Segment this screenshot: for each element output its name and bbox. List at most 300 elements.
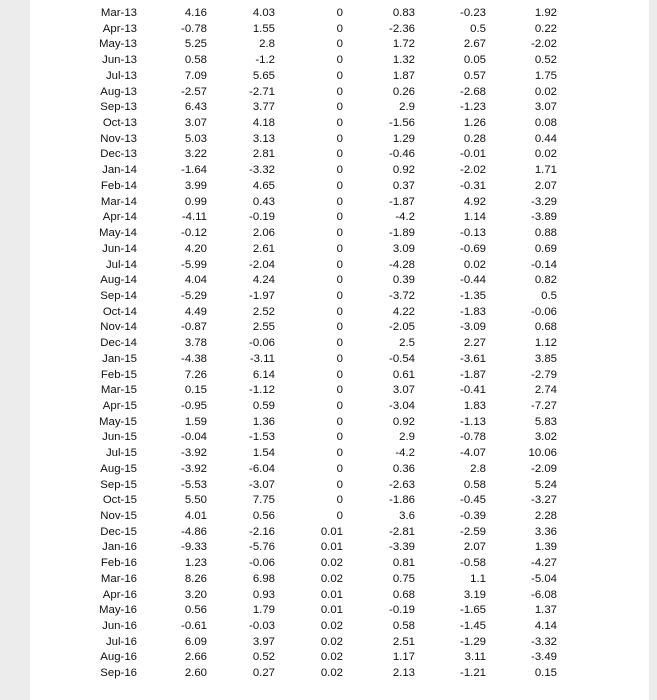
table-row <box>30 462 630 478</box>
table-row <box>30 116 630 132</box>
col-1-cell: -0.78 <box>181 22 207 35</box>
trailing-spacer <box>557 6 630 22</box>
trailing-spacer <box>557 493 630 509</box>
col-4-cell: -2.81 <box>389 525 415 538</box>
col-1-cell: 4.20 <box>184 242 207 255</box>
col-4-cell: 0.61 <box>392 368 415 381</box>
col-3-cell: 0 <box>336 164 343 177</box>
col-5-cell: 0.28 <box>463 132 486 145</box>
col-6-cell: -4.27 <box>531 557 557 570</box>
table-row <box>30 619 630 635</box>
col-4-cell: 2.9 <box>399 431 415 444</box>
col-2-cell: 2.55 <box>252 321 275 334</box>
month-cell: Mar-14 <box>100 195 137 208</box>
col-3-cell: 0.02 <box>320 667 343 680</box>
trailing-spacer <box>557 147 630 163</box>
col-6-cell: 2.74 <box>534 384 557 397</box>
col-3-cell: 0.01 <box>320 525 343 538</box>
col-4-cell: 0.26 <box>392 85 415 98</box>
table-row <box>30 273 630 289</box>
col-1-cell: -5.29 <box>181 289 207 302</box>
col-5-cell: -0.31 <box>460 179 486 192</box>
col-6-cell: -0.06 <box>531 305 557 318</box>
trailing-spacer <box>557 383 630 399</box>
month-cell: Dec-15 <box>100 525 137 538</box>
col-2-cell: 4.65 <box>252 179 275 192</box>
col-3-cell: 0 <box>336 494 343 507</box>
month-cell: Jul-16 <box>105 635 137 648</box>
left-frame-border <box>0 0 30 700</box>
col-5-cell: -0.44 <box>460 274 486 287</box>
month-cell: May-15 <box>99 415 137 428</box>
table-row <box>30 399 630 415</box>
col-1-cell: 5.50 <box>184 494 207 507</box>
col-1-cell: 0.99 <box>184 195 207 208</box>
table-row <box>30 556 630 572</box>
col-5-cell: -1.29 <box>460 635 486 648</box>
col-3-cell: 0 <box>336 399 343 412</box>
month-cell: May-16 <box>99 604 137 617</box>
col-4-cell: 0.39 <box>392 274 415 287</box>
month-cell: Sep-14 <box>100 289 137 302</box>
col-1-cell: 4.16 <box>184 7 207 19</box>
trailing-spacer <box>557 242 630 258</box>
right-frame-border <box>649 0 657 700</box>
col-4-cell: 2.5 <box>399 337 415 350</box>
col-4-cell: -0.46 <box>389 148 415 161</box>
table-row <box>30 258 630 274</box>
month-cell: Mar-15 <box>100 384 137 397</box>
col-4-cell: 0.81 <box>392 557 415 570</box>
table-row <box>30 368 630 384</box>
col-4-cell: 1.29 <box>392 132 415 145</box>
col-1-cell: 3.99 <box>184 179 207 192</box>
col-6-cell: 2.28 <box>534 510 557 522</box>
trailing-spacer <box>557 210 630 226</box>
table-row <box>30 37 630 53</box>
col-5-cell: -0.23 <box>460 7 486 19</box>
col-4-cell: 1.72 <box>392 38 415 51</box>
month-cell: Aug-16 <box>100 651 137 664</box>
table-row <box>30 6 630 22</box>
col-1-cell: 7.09 <box>184 69 207 82</box>
col-6-cell: 1.92 <box>534 7 557 19</box>
trailing-spacer <box>557 650 630 666</box>
col-2-cell: -2.71 <box>249 85 275 98</box>
trailing-spacer <box>557 226 630 242</box>
col-5-cell: -1.45 <box>460 620 486 633</box>
col-1-cell: 8.26 <box>184 572 207 585</box>
col-5-cell: -2.68 <box>460 85 486 98</box>
table-row <box>30 572 630 588</box>
col-1-cell: 4.49 <box>184 305 207 318</box>
col-5-cell: -1.21 <box>460 667 486 680</box>
col-5-cell: -1.23 <box>460 101 486 114</box>
col-3-cell: 0 <box>336 289 343 302</box>
col-4-cell: 3.6 <box>399 510 415 522</box>
col-4-cell: -2.05 <box>389 321 415 334</box>
col-4-cell: -0.19 <box>389 604 415 617</box>
trailing-spacer <box>557 132 630 148</box>
col-3-cell: 0.02 <box>320 557 343 570</box>
trailing-spacer <box>557 53 630 69</box>
col-2-cell: 3.97 <box>252 635 275 648</box>
monthly-returns-table <box>30 6 630 682</box>
col-5-cell: 3.11 <box>464 651 486 664</box>
month-cell: Sep-13 <box>100 101 137 114</box>
col-2-cell: 2.52 <box>252 305 275 318</box>
col-4-cell: 3.07 <box>392 384 415 397</box>
col-3-cell: 0.01 <box>320 588 343 601</box>
table-row <box>30 289 630 305</box>
col-6-cell: -7.27 <box>531 399 557 412</box>
col-6-cell: 2.07 <box>534 179 557 192</box>
table-row <box>30 415 630 431</box>
col-2-cell: -2.04 <box>249 258 275 271</box>
trailing-spacer <box>557 69 630 85</box>
col-3-cell: 0 <box>336 258 343 271</box>
trailing-spacer <box>557 100 630 116</box>
col-2-cell: 4.24 <box>252 274 275 287</box>
col-5-cell: -1.87 <box>460 368 486 381</box>
col-5-cell: -0.58 <box>460 557 486 570</box>
trailing-spacer <box>557 588 630 604</box>
col-3-cell: 0 <box>336 22 343 35</box>
col-2-cell: 3.13 <box>252 132 275 145</box>
col-1-cell: 3.07 <box>184 117 207 130</box>
month-cell: Oct-13 <box>102 117 137 130</box>
col-5-cell: -2.02 <box>460 164 486 177</box>
col-3-cell: 0 <box>336 478 343 491</box>
col-6-cell: 3.36 <box>534 525 557 538</box>
col-4-cell: 0.58 <box>392 620 415 633</box>
table-row <box>30 210 630 226</box>
col-3-cell: 0.02 <box>320 635 343 648</box>
col-3-cell: 0 <box>336 69 343 82</box>
col-5-cell: -3.61 <box>460 352 486 365</box>
col-5-cell: -1.83 <box>460 305 486 318</box>
col-4-cell: 2.51 <box>392 635 415 648</box>
trailing-spacer <box>557 540 630 556</box>
col-6-cell: 5.83 <box>534 415 557 428</box>
month-cell: Feb-15 <box>100 368 137 381</box>
col-2-cell: 2.61 <box>252 242 275 255</box>
col-1-cell: 0.56 <box>184 604 207 617</box>
month-cell: Jan-14 <box>102 164 137 177</box>
col-1-cell: 2.60 <box>184 667 207 680</box>
col-5-cell: -1.13 <box>460 415 486 428</box>
col-1-cell: 7.26 <box>184 368 207 381</box>
col-2-cell: -1.2 <box>255 54 275 67</box>
col-6-cell: 3.07 <box>534 101 557 114</box>
trailing-spacer <box>557 666 630 682</box>
col-2-cell: 6.98 <box>252 572 275 585</box>
month-cell: May-13 <box>99 38 137 51</box>
col-3-cell: 0.02 <box>320 572 343 585</box>
col-4-cell: -3.04 <box>389 399 415 412</box>
month-cell: Jan-16 <box>102 541 137 554</box>
trailing-spacer <box>557 603 630 619</box>
col-4-cell: 2.13 <box>392 667 415 680</box>
col-4-cell: 1.32 <box>392 54 415 67</box>
month-cell: Dec-13 <box>100 148 137 161</box>
month-cell: Apr-15 <box>102 399 137 412</box>
table-row <box>30 132 630 148</box>
col-1-cell: 3.78 <box>184 337 207 350</box>
table-row <box>30 446 630 462</box>
col-1-cell: -2.57 <box>181 85 207 98</box>
col-2-cell: 3.77 <box>252 101 275 114</box>
col-6-cell: -3.32 <box>531 635 557 648</box>
col-5-cell: -0.13 <box>460 227 486 240</box>
trailing-spacer <box>557 525 630 541</box>
trailing-spacer <box>557 195 630 211</box>
col-3-cell: 0 <box>336 274 343 287</box>
col-6-cell: 0.22 <box>534 22 557 35</box>
col-2-cell: 2.81 <box>252 148 275 161</box>
trailing-spacer <box>557 258 630 274</box>
col-3-cell: 0 <box>336 431 343 444</box>
col-3-cell: 0 <box>336 242 343 255</box>
col-1-cell: 2.66 <box>184 651 207 664</box>
col-3-cell: 0 <box>336 132 343 145</box>
col-1-cell: 3.20 <box>184 588 207 601</box>
table-row <box>30 147 630 163</box>
month-cell: Oct-14 <box>102 305 137 318</box>
col-5-cell: 3.19 <box>463 588 486 601</box>
col-5-cell: -1.35 <box>460 289 486 302</box>
trailing-spacer <box>557 273 630 289</box>
col-4-cell: 0.68 <box>392 588 415 601</box>
table-row <box>30 650 630 666</box>
col-4-cell: -1.86 <box>389 494 415 507</box>
col-3-cell: 0 <box>336 384 343 397</box>
col-2-cell: -3.07 <box>249 478 275 491</box>
col-2-cell: -2.16 <box>249 525 275 538</box>
month-cell: Nov-15 <box>100 510 137 522</box>
col-2-cell: 4.03 <box>252 7 275 19</box>
trailing-spacer <box>557 462 630 478</box>
col-6-cell: 0.68 <box>534 321 557 334</box>
col-4-cell: 4.22 <box>392 305 415 318</box>
table-row <box>30 430 630 446</box>
col-4-cell: -0.54 <box>389 352 415 365</box>
col-5-cell: -0.69 <box>460 242 486 255</box>
col-3-cell: 0 <box>336 195 343 208</box>
month-cell: Jan-15 <box>102 352 137 365</box>
col-6-cell: -3.89 <box>531 211 557 224</box>
col-4-cell: 0.83 <box>392 7 415 19</box>
table-row <box>30 509 630 525</box>
col-3-cell: 0 <box>336 447 343 460</box>
col-4-cell: 3.09 <box>392 242 415 255</box>
trailing-spacer <box>557 556 630 572</box>
col-5-cell: -0.45 <box>460 494 486 507</box>
col-4-cell: 0.75 <box>392 572 415 585</box>
col-6-cell: 5.24 <box>534 478 557 491</box>
col-1-cell: -0.95 <box>181 399 207 412</box>
trailing-spacer <box>557 37 630 53</box>
data-sheet <box>30 0 649 700</box>
col-5-cell: 2.67 <box>463 38 486 51</box>
month-cell: Mar-13 <box>100 7 137 19</box>
col-1-cell: 6.09 <box>184 635 207 648</box>
col-4-cell: 1.87 <box>392 69 415 82</box>
col-5-cell: -0.78 <box>460 431 486 444</box>
col-5-cell: -1.65 <box>460 604 486 617</box>
col-3-cell: 0 <box>336 54 343 67</box>
col-3-cell: 0 <box>336 38 343 51</box>
col-1-cell: 3.22 <box>184 148 207 161</box>
month-cell: Dec-14 <box>100 337 137 350</box>
table-row <box>30 53 630 69</box>
col-2-cell: -6.04 <box>249 462 275 475</box>
col-6-cell: 1.39 <box>534 541 557 554</box>
col-3-cell: 0 <box>336 305 343 318</box>
table-row <box>30 352 630 368</box>
col-3-cell: 0 <box>336 415 343 428</box>
col-4-cell: 2.9 <box>399 101 415 114</box>
month-cell: Sep-15 <box>100 478 137 491</box>
col-2-cell: 5.65 <box>252 69 275 82</box>
col-3-cell: 0 <box>336 352 343 365</box>
col-6-cell: 0.08 <box>534 117 557 130</box>
col-1-cell: -0.87 <box>181 321 207 334</box>
trailing-spacer <box>557 163 630 179</box>
col-2-cell: 0.56 <box>252 510 275 522</box>
col-3-cell: 0.02 <box>320 620 343 633</box>
month-cell: May-14 <box>99 227 137 240</box>
col-3-cell: 0 <box>336 462 343 475</box>
col-3-cell: 0 <box>336 117 343 130</box>
month-cell: Oct-15 <box>102 494 137 507</box>
col-5-cell: 0.05 <box>463 54 486 67</box>
col-3-cell: 0 <box>336 211 343 224</box>
col-6-cell: 0.44 <box>534 132 557 145</box>
col-2-cell: -0.06 <box>249 557 275 570</box>
col-4-cell: -4.28 <box>389 258 415 271</box>
col-2-cell: 0.43 <box>252 195 275 208</box>
col-6-cell: 0.69 <box>534 242 557 255</box>
col-6-cell: -2.79 <box>531 368 557 381</box>
trailing-spacer <box>557 305 630 321</box>
col-5-cell: 1.1 <box>470 572 486 585</box>
trailing-spacer <box>557 572 630 588</box>
trailing-spacer <box>557 336 630 352</box>
col-6-cell: 0.88 <box>534 227 557 240</box>
col-4-cell: -1.89 <box>389 227 415 240</box>
col-1-cell: -0.04 <box>181 431 207 444</box>
col-2-cell: -0.03 <box>249 620 275 633</box>
table-body <box>30 6 630 682</box>
col-6-cell: 3.85 <box>534 352 557 365</box>
col-2-cell: 0.93 <box>252 588 275 601</box>
col-6-cell: 3.02 <box>534 431 557 444</box>
col-2-cell: 1.54 <box>252 447 275 460</box>
col-6-cell: 0.02 <box>534 148 557 161</box>
month-cell: Mar-16 <box>100 572 137 585</box>
col-2-cell: -1.53 <box>249 431 275 444</box>
col-3-cell: 0 <box>336 227 343 240</box>
trailing-spacer <box>557 352 630 368</box>
col-5-cell: -3.09 <box>460 321 486 334</box>
trailing-spacer <box>557 116 630 132</box>
col-6-cell: -2.02 <box>531 38 557 51</box>
col-3-cell: 0 <box>336 337 343 350</box>
col-3-cell: 0 <box>336 148 343 161</box>
table-row <box>30 478 630 494</box>
col-1-cell: -5.53 <box>181 478 207 491</box>
col-5-cell: 0.57 <box>463 69 486 82</box>
table-row <box>30 85 630 101</box>
col-4-cell: -4.2 <box>395 211 415 224</box>
month-cell: Nov-14 <box>100 321 137 334</box>
col-2-cell: -3.11 <box>249 352 275 365</box>
col-1-cell: 4.04 <box>184 274 207 287</box>
col-3-cell: 0 <box>336 368 343 381</box>
col-4-cell: -1.56 <box>389 117 415 130</box>
table-row <box>30 383 630 399</box>
table-row <box>30 588 630 604</box>
col-2-cell: -5.76 <box>249 541 275 554</box>
table-row <box>30 179 630 195</box>
month-cell: Sep-16 <box>100 667 137 680</box>
col-5-cell: 2.27 <box>463 337 486 350</box>
trailing-spacer <box>557 430 630 446</box>
col-2-cell: 2.06 <box>252 227 275 240</box>
col-4-cell: -4.2 <box>395 447 415 460</box>
month-cell: Aug-13 <box>100 85 137 98</box>
col-1-cell: 1.23 <box>184 557 207 570</box>
col-1-cell: 5.03 <box>184 132 207 145</box>
col-3-cell: 0.01 <box>320 604 343 617</box>
table-row <box>30 226 630 242</box>
col-1-cell: 5.25 <box>184 38 207 51</box>
col-3-cell: 0 <box>336 179 343 192</box>
col-1-cell: 6.43 <box>184 101 207 114</box>
col-2-cell: 6.14 <box>252 368 275 381</box>
col-1-cell: -4.38 <box>181 352 207 365</box>
col-3-cell: 0 <box>336 7 343 19</box>
col-1-cell: -5.99 <box>181 258 207 271</box>
col-2-cell: 7.75 <box>252 494 275 507</box>
table-row <box>30 540 630 556</box>
col-2-cell: -3.32 <box>249 164 275 177</box>
col-3-cell: 0.01 <box>320 541 343 554</box>
month-cell: Jun-15 <box>102 431 137 444</box>
col-2-cell: -0.19 <box>249 211 275 224</box>
col-2-cell: 0.52 <box>252 651 275 664</box>
col-6-cell: -3.29 <box>531 195 557 208</box>
col-2-cell: 1.36 <box>252 415 275 428</box>
col-2-cell: 1.79 <box>252 604 275 617</box>
col-6-cell: 0.5 <box>541 289 557 302</box>
col-2-cell: 4.18 <box>252 117 275 130</box>
col-4-cell: 0.92 <box>392 415 415 428</box>
col-2-cell: 2.8 <box>259 38 275 51</box>
col-5-cell: 1.83 <box>463 399 486 412</box>
table-row <box>30 493 630 509</box>
col-4-cell: -1.87 <box>389 195 415 208</box>
col-1-cell: -4.11 <box>181 211 207 224</box>
col-3-cell: 0.02 <box>320 651 343 664</box>
col-5-cell: 4.92 <box>463 195 486 208</box>
col-4-cell: -2.36 <box>389 22 415 35</box>
col-1-cell: -3.92 <box>181 462 207 475</box>
trailing-spacer <box>557 446 630 462</box>
month-cell: Jul-15 <box>105 447 137 460</box>
table-row <box>30 525 630 541</box>
